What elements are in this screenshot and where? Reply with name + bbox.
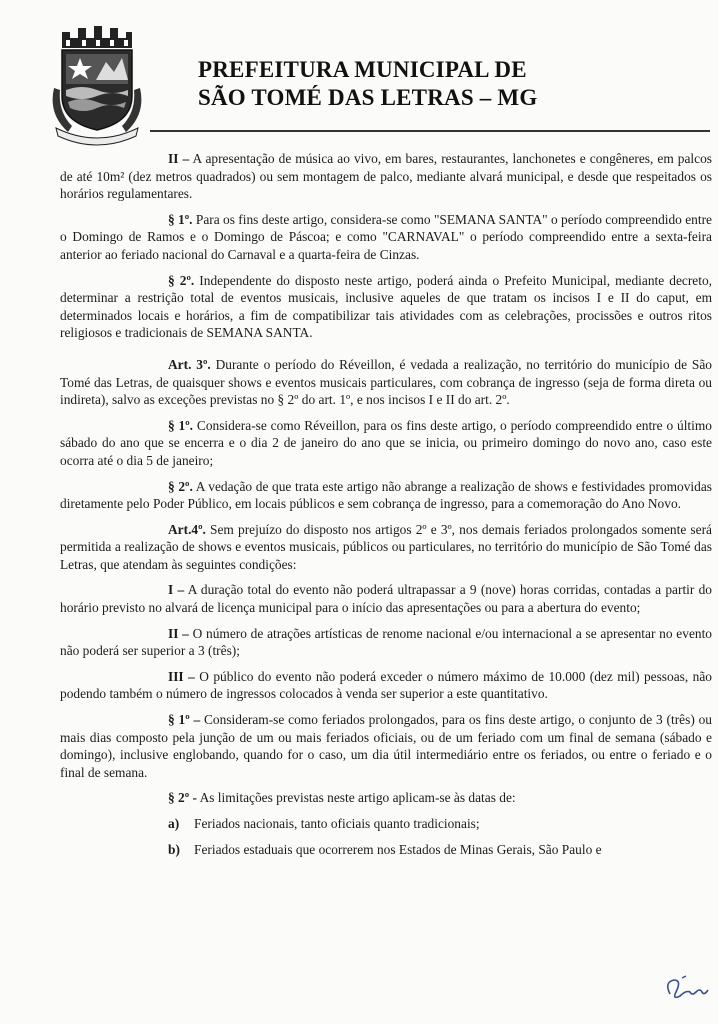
paragraph: II – O número de atrações artísticas de renome nacional e/ou internacional a se apresentar no evento não poderá ser superior a 3 (três); [60, 625, 712, 659]
paragraph: II – A apresentação de música ao vivo, em bares, restaurantes, lanchonetes e congêneres, em palcos de até 10m² (dez metros quadrados) ou sem montagem de palco, mediante alvará municipal, e desde que respeitados os horários regulamentares. [60, 151, 712, 202]
header-line-1: PREFEITURA MUNICIPAL DE [198, 57, 527, 82]
list-item: a) Feriados nacionais, tanto oficiais quanto tradicionais; [168, 816, 480, 831]
list-item: b) Feriados estaduais que ocorrerem nos Estados de Minas Gerais, São Paulo e [168, 841, 602, 857]
paragraph: Art. 3º. Durante o período do Réveillon, é vedada a realização, no território do município de São Tomé das Letras, de quaisquer shows e eventos musicais particulares, com cobrança de ingresso (seja de forma direta ou indireta), salvo as exceções previstas no § 2º do art. 1º, e nos incisos I e II do art. 2º. [60, 356, 712, 408]
municipality-title [198, 56, 537, 112]
paragraph: § 1º – Consideram-se como feriados prolongados, para os fins deste artigo, o conjunto de 3 (três) ou mais dias composto pela junção de um ou mais feriados oficiais, ou de um feriado com um final de semana (sábado e domingo), inclusive englobando, quando for o caso, um dia útil intermediário entre os feriados, ou entre o feriado e o final de semana. [60, 712, 712, 780]
signature-icon [662, 972, 710, 1004]
date-list [60, 815, 712, 858]
paragraph: § 1º. Para os fins deste artigo, considera-se como "SEMANA SANTA" o período compreendido entre o Domingo de Ramos e o Domingo de Páscoa; e como "CARNAVAL" o período compreendido entre a sexta-feira anterior ao feriado nacional do Carnaval e a quarta-feira de Cinzas. [60, 211, 712, 262]
paragraph: Art.4º. Sem prejuízo do disposto nos artigos 2º e 3º, nos demais feriados prolongados somente será permitida a realização de shows e eventos musicais, públicos ou particulares, no território do município de São Tomé das Letras, que atendam às seguintes condições: [60, 521, 712, 572]
document-body [60, 150, 712, 866]
paragraph: § 2º. Independente do disposto neste artigo, poderá ainda o Prefeito Municipal, mediante decreto, determinar a restrição total de eventos musicais, inclusive aqueles de que tratam os incisos I e II do caput, em determinados locais e horários, a fim de compatibilizar tais atividades com as celebrações, procissões e outros ritos religiosos e tradicionais de SEMANA SANTA. [60, 272, 712, 341]
paragraph: III – O público do evento não poderá exceder o número máximo de 10.000 (dez mil) pessoas, não podendo também o número de ingressos colocados à venda ser superior a este quantitativo. [60, 668, 712, 702]
paragraph: § 1º. Considera-se como Réveillon, para os fins deste artigo, o período compreendido entre o último sábado do ano que se encerra e o dia 2 de janeiro do ano que se inicia, ou primeiro domingo do novo ano, caso este ocorra até o dia 5 de janeiro; [60, 417, 712, 468]
paragraph: § 2º. A vedação de que trata este artigo não abrange a realização de shows e festividades promovidas diretamente pelo Poder Público, em locais públicos e sem cobrança de ingresso, para a comemoração do Ano Novo. [60, 478, 712, 512]
paragraph: § 2º - As limitações previstas neste artigo aplicam-se às datas de: [168, 790, 516, 806]
paragraph: I – A duração total do evento não poderá ultrapassar a 9 (nove) horas corridas, contadas a partir do horário previsto no alvará de licença municipal para o início das apresentações ou para a abertura do evento; [60, 582, 712, 616]
header-line-2: SÃO TOMÉ DAS LETRAS – MG [198, 85, 538, 110]
coat-of-arms-icon [44, 18, 144, 146]
header-divider [150, 130, 710, 132]
